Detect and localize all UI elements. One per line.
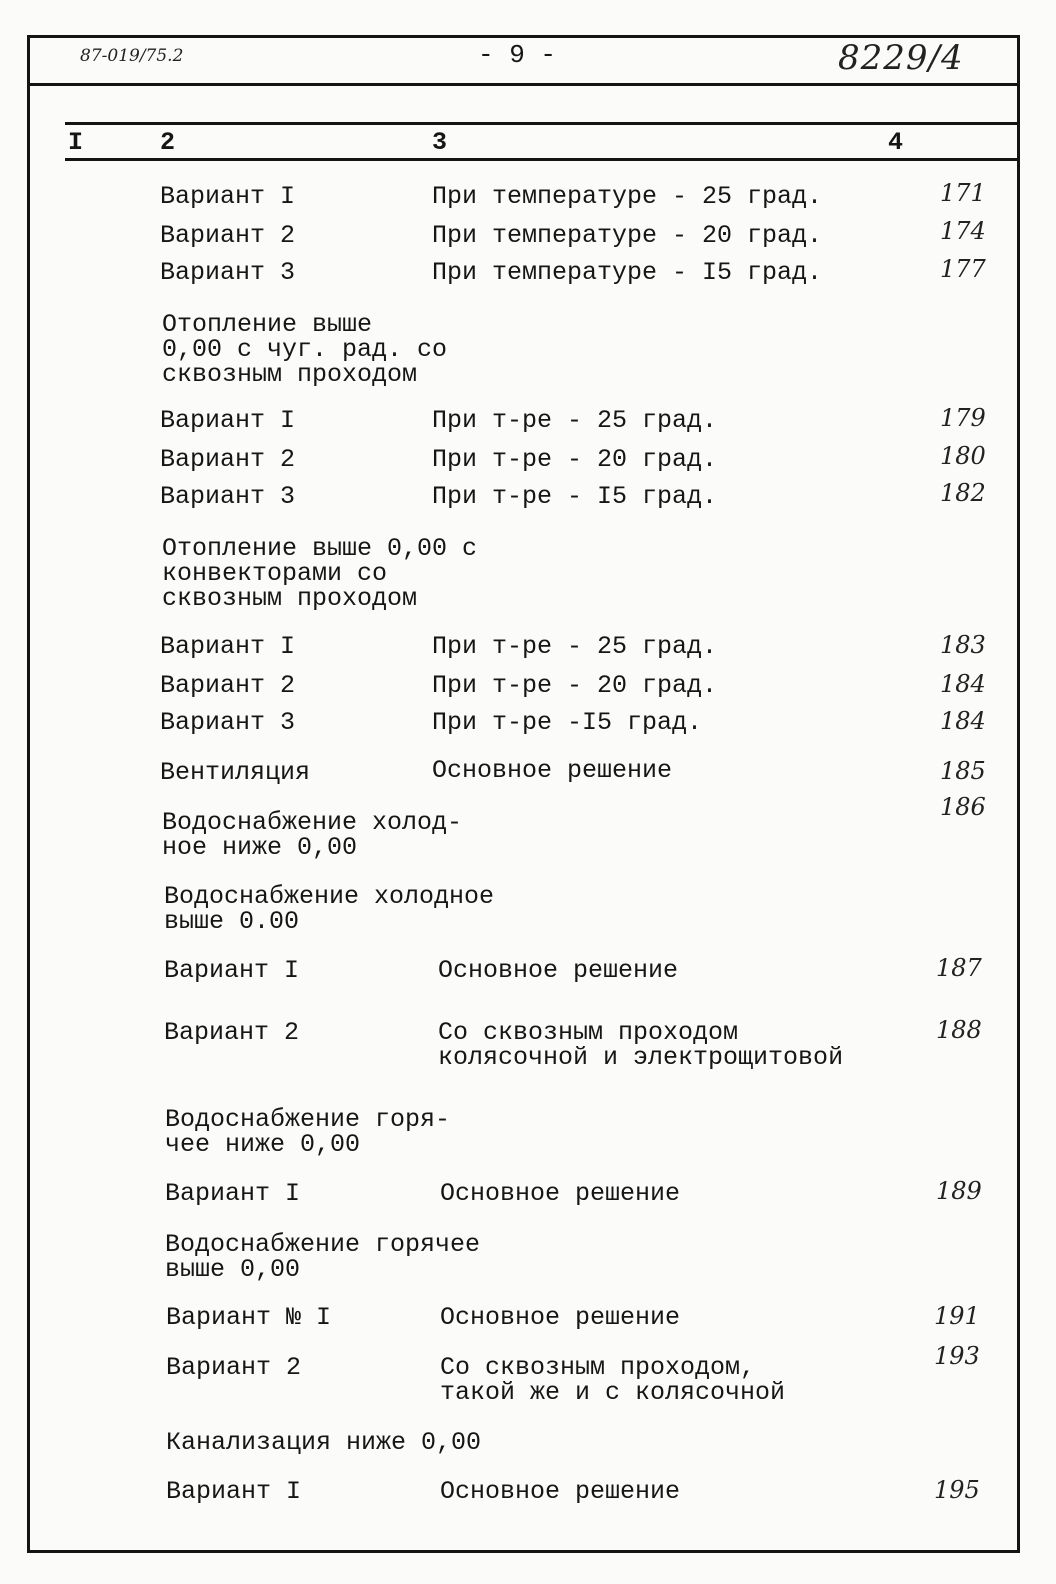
section-heading-line: сквозным проходом: [162, 360, 418, 389]
row-description: При температуре - 25 град.: [432, 182, 823, 211]
row-page: 182: [940, 479, 986, 507]
row-label: Вариант I: [166, 1477, 302, 1506]
row-label: Вариант 2: [164, 1018, 300, 1047]
table-head-bottom-rule: [65, 158, 1020, 161]
row-page: 191: [934, 1302, 980, 1330]
row-description: Основное решение: [440, 1477, 681, 1506]
row-description: При температуре - I5 град.: [432, 258, 823, 287]
section-heading-line: Водоснабжение холод-: [162, 808, 463, 837]
section-heading-line: Отопление выше: [162, 310, 373, 339]
row-description: Основное решение: [438, 956, 679, 985]
section-heading-line: Водоснабжение горя-: [165, 1105, 451, 1134]
document-code: 87-019/75.2: [80, 46, 184, 66]
row-description: Основное решение: [440, 1179, 681, 1208]
section-heading-line: Водоснабжение холодное: [164, 882, 495, 911]
row-page: 187: [936, 954, 982, 982]
section-heading-line: чее ниже 0,00: [165, 1130, 361, 1159]
header-divider: [27, 83, 1020, 86]
row-label: Вариант № I: [166, 1303, 332, 1332]
row-description: Со сквозным проходом: [438, 1018, 739, 1047]
section-heading-line: Водоснабжение горячее: [165, 1230, 481, 1259]
row-label: Вариант 3: [160, 482, 296, 511]
row-page: 179: [940, 404, 986, 432]
column-number-2: 2: [160, 128, 176, 157]
row-label: Вариант 2: [160, 221, 296, 250]
section-heading-line: выше 0.00: [164, 907, 300, 936]
row-label: Вариант I: [160, 182, 296, 211]
row-page: 183: [940, 631, 986, 659]
row-page: 189: [936, 1177, 982, 1205]
section-heading-line: конвекторами со: [162, 559, 388, 588]
row-description: При т-ре - 25 град.: [432, 406, 718, 435]
table-head-top-rule: [65, 122, 1020, 125]
section-heading-line: Канализация ниже 0,00: [166, 1428, 482, 1457]
section-heading-line: 0,00 с чуг. рад. со: [162, 335, 448, 364]
row-description: Со сквозным проходом,: [440, 1353, 756, 1382]
row-description: При т-ре -I5 град.: [432, 708, 703, 737]
row-description: Основное решение: [440, 1303, 681, 1332]
section-heading-line: Отопление выше 0,00 с: [162, 534, 478, 563]
row-label: Вариант 2: [166, 1353, 302, 1382]
row-page: 193: [934, 1342, 980, 1370]
column-number-1: I: [68, 128, 84, 157]
row-label: Вариант 3: [160, 708, 296, 737]
row-page: 184: [940, 707, 986, 735]
page-number: - 9 -: [478, 40, 557, 70]
inventory-number: 8229/4: [838, 38, 964, 78]
row-description: При температуре - 20 град.: [432, 221, 823, 250]
row-page: 188: [936, 1016, 982, 1044]
row-label: Вариант 2: [160, 671, 296, 700]
row-page: 184: [940, 670, 986, 698]
row-page: 171: [940, 179, 986, 207]
row-page: 180: [940, 442, 986, 470]
row-page: 174: [940, 217, 986, 245]
row-description: При т-ре - 20 град.: [432, 445, 718, 474]
row-description: колясочной и электрощитовой: [438, 1043, 844, 1072]
row-page: 177: [940, 255, 986, 283]
row-label: Вариант 2: [160, 445, 296, 474]
column-number-3: 3: [432, 128, 448, 157]
section-heading-line: сквозным проходом: [162, 584, 418, 613]
row-label: Вариант I: [164, 956, 300, 985]
column-number-4: 4: [888, 128, 904, 157]
row-label: Вариант I: [160, 632, 296, 661]
section-heading-line: ное ниже 0,00: [162, 833, 358, 862]
row-label: Вариант 3: [160, 258, 296, 287]
row-label: Вентиляция: [160, 758, 311, 787]
row-label: Вариант I: [165, 1179, 301, 1208]
row-label: Вариант I: [160, 406, 296, 435]
row-description: такой же и с колясочной: [440, 1378, 786, 1407]
row-description: При т-ре - I5 град.: [432, 482, 718, 511]
row-description: При т-ре - 25 град.: [432, 632, 718, 661]
row-description: При т-ре - 20 град.: [432, 671, 718, 700]
row-page: 186: [940, 793, 986, 821]
section-heading-line: выше 0,00: [165, 1255, 301, 1284]
row-page: 195: [934, 1476, 980, 1504]
row-page: 185: [940, 757, 986, 785]
row-description: Основное решение: [432, 756, 673, 785]
